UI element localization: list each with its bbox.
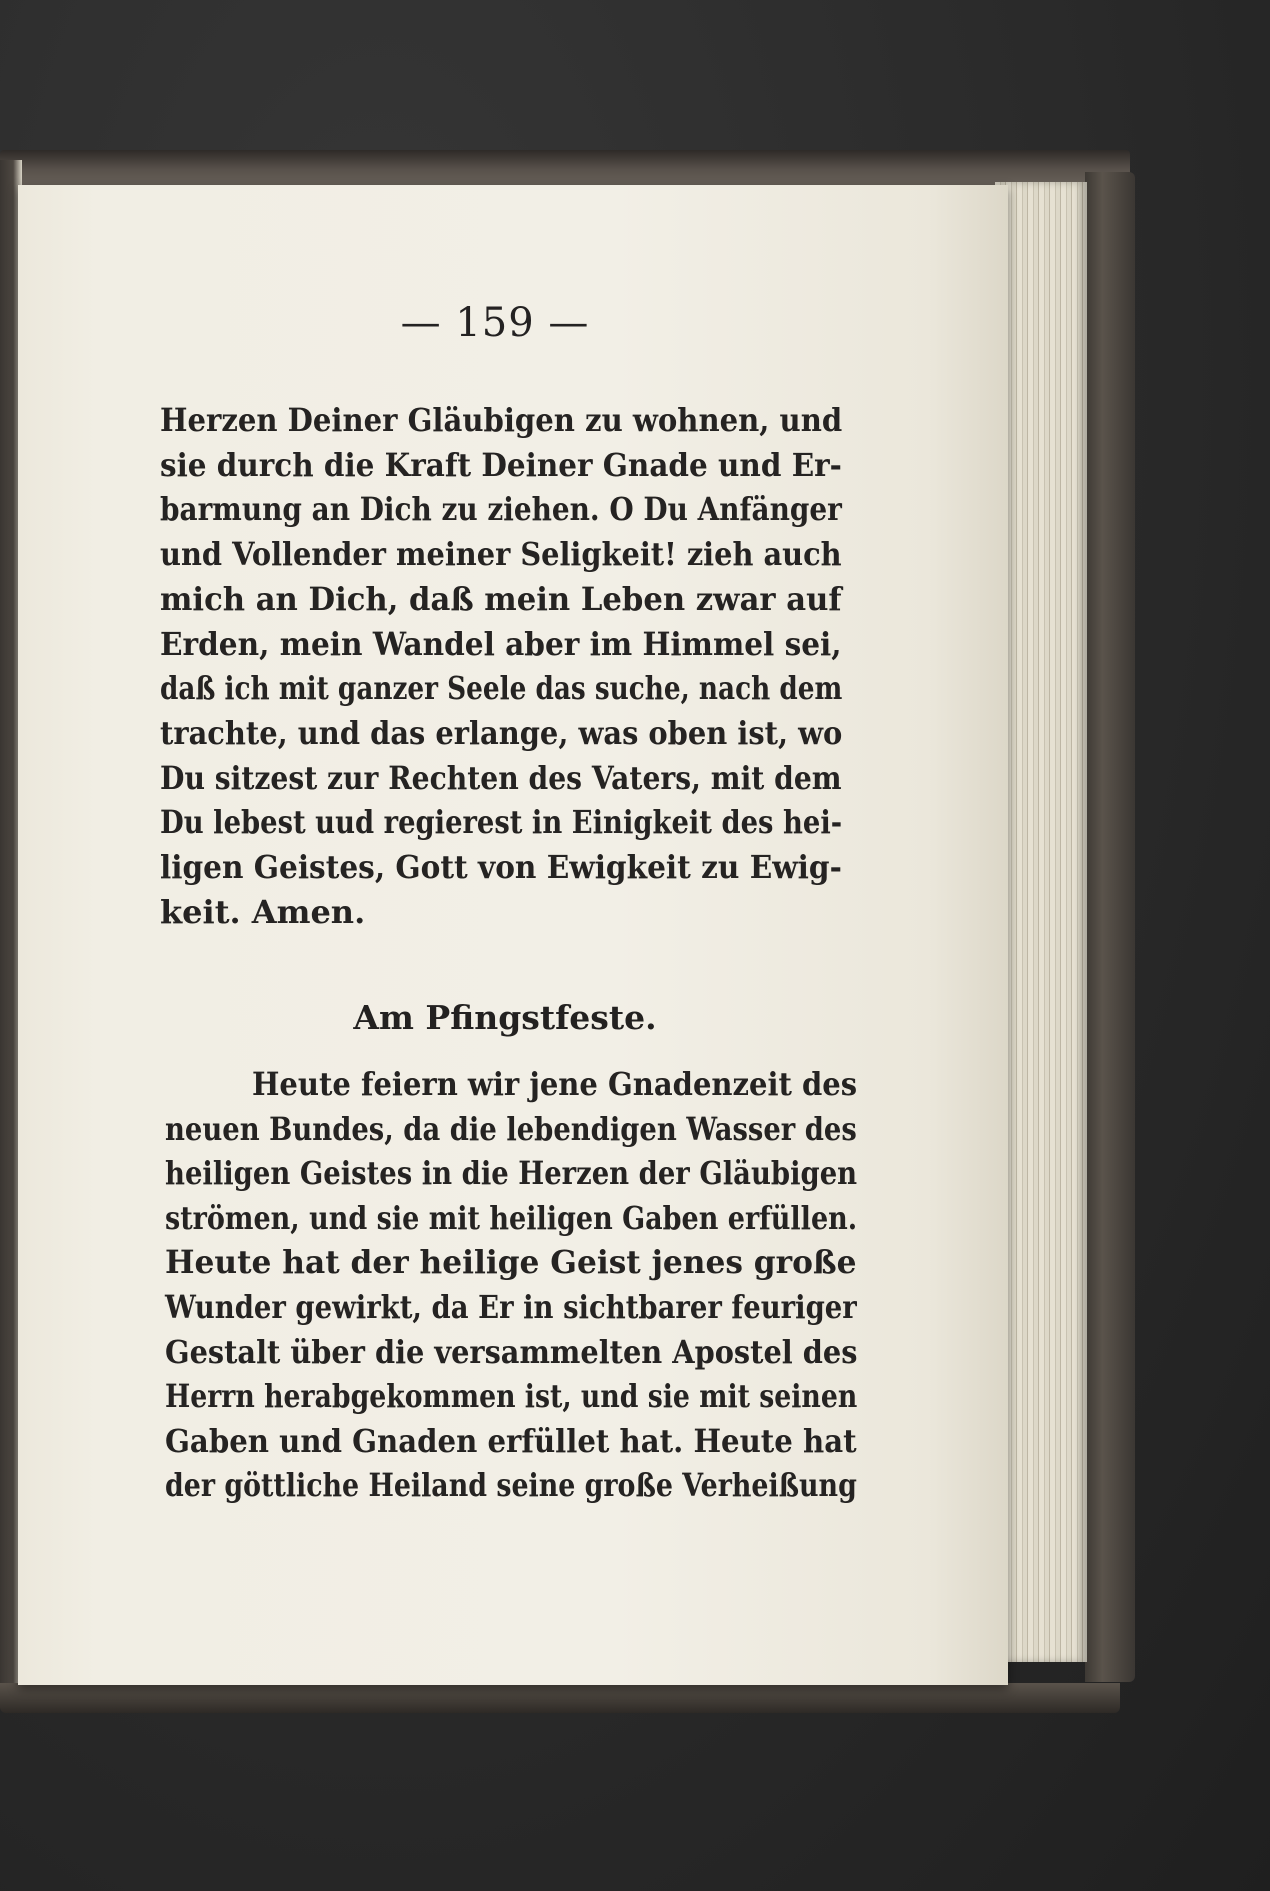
text-line: mich an Dich, daß mein Leben zwar auf	[160, 579, 842, 618]
text-line: Wunder gewirkt, da Er in sichtbarer feuriger	[165, 1288, 857, 1326]
text-line: ligen Geistes, Gott von Ewigkeit zu Ewig-	[160, 848, 842, 886]
book-cover-right	[1085, 172, 1135, 1682]
text-line: Du sitzest zur Rechten des Vaters, mit dem	[160, 758, 842, 797]
text-line: Du lebest uud regierest in Einigkeit des hei-	[160, 803, 843, 842]
text-line: daß ich mit ganzer Seele das suche, nach dem	[160, 669, 843, 708]
text-line: Erden, mein Wandel aber im Himmel sei,	[160, 624, 842, 663]
text-line: Herzen Deiner Gläubigen zu wohnen, und	[160, 401, 843, 439]
page-edges	[995, 182, 1087, 1662]
text-line: keit. Amen.	[160, 892, 366, 931]
book-cover-bottom	[0, 1683, 1120, 1713]
text-line: der göttliche Heiland seine große Verheißung	[165, 1466, 857, 1505]
text-line: trachte, und das erlange, was oben ist, wo	[160, 713, 843, 752]
text-line: Gestalt über die versammelten Apostel des	[165, 1332, 858, 1371]
text-line: heiligen Geistes in die Herzen der Gläubigen	[165, 1154, 858, 1193]
text-line: strömen, und sie mit heiligen Gaben erfüllen.	[165, 1198, 858, 1237]
text-line: und Vollender meiner Seligkeit! zieh auch	[160, 535, 842, 574]
text-line: barmung an Dich zu ziehen. O Du Anfänger	[160, 490, 842, 529]
text-line: Heute hat der heilige Geist jenes große	[165, 1243, 857, 1282]
section-heading: Am Pfingstfeste.	[353, 998, 657, 1037]
text-line: Heute feiern wir jene Gnadenzeit des	[252, 1065, 858, 1103]
text-line: neuen Bundes, da die lebendigen Wasser des	[165, 1109, 857, 1148]
text-line: Gaben und Gnaden erfüllet hat. Heute hat	[165, 1421, 857, 1460]
text-line: sie durch die Kraft Deiner Gnade und Er-	[160, 445, 842, 484]
page-number: — 159 —	[400, 300, 590, 346]
text-line: Herrn herabgekommen ist, und sie mit seinen	[165, 1377, 858, 1416]
